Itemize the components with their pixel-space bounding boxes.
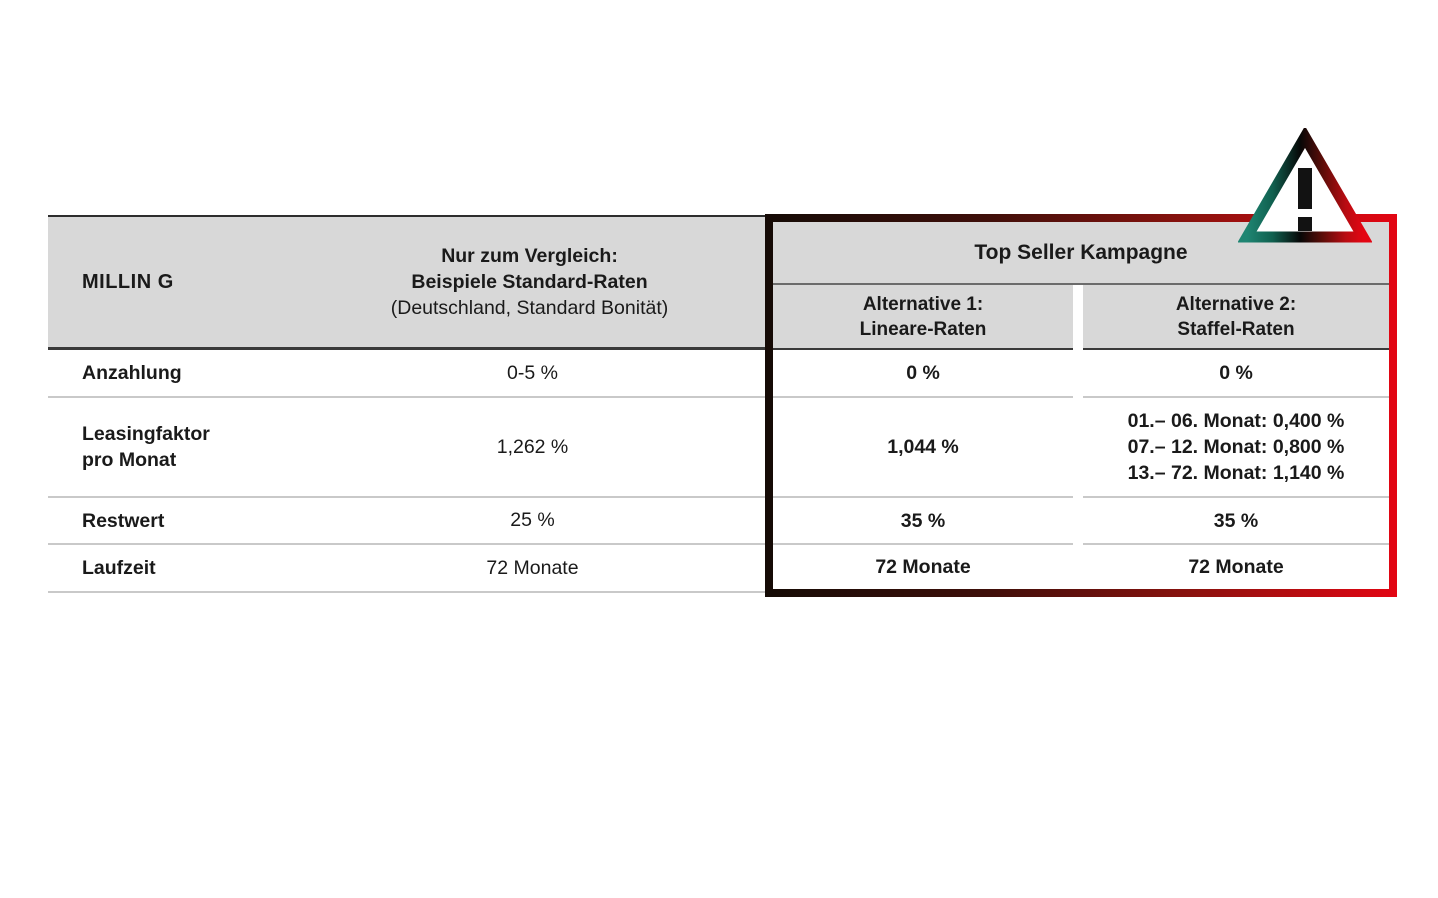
comparison-header-line: Beispiele Standard-Raten — [411, 271, 648, 293]
alt1-value: 0 % — [773, 350, 1073, 398]
top-seller-campaign-panel — [765, 214, 1397, 597]
campaign-title: Top Seller Kampagne — [773, 222, 1389, 285]
comparison-header-line: (Deutschland, Standard Bonität) — [390, 297, 669, 319]
table-row — [48, 398, 765, 498]
table-row — [773, 545, 1389, 589]
alternative-1-header: Alternative 1: Lineare-Raten — [773, 285, 1073, 350]
table-row — [48, 545, 765, 593]
row-label: Laufzeit — [82, 557, 156, 579]
alternative-headers-row — [773, 285, 1389, 350]
warning-triangle-icon — [1238, 128, 1372, 246]
alt2-value: 72 Monate — [1083, 545, 1389, 589]
standard-rates-table — [48, 215, 765, 593]
table-row — [773, 498, 1389, 545]
table-row — [773, 350, 1389, 398]
alt1-value: 1,044 % — [773, 398, 1073, 498]
alt1-value: 35 % — [773, 498, 1073, 545]
alt2-value: 0 % — [1083, 350, 1389, 398]
brand-logo: MILLIN G — [82, 270, 174, 293]
row-label: Anzahlung — [82, 362, 182, 384]
table-row — [773, 398, 1389, 498]
comparison-header — [298, 217, 761, 347]
standard-value: 1,262 % — [496, 435, 569, 458]
exclamation-mark — [1298, 168, 1312, 231]
alt1-value: 72 Monate — [773, 545, 1073, 589]
comparison-header-line: Nur zum Vergleich: — [441, 245, 618, 267]
row-label: Leasingfaktor pro Monat — [82, 423, 210, 471]
standard-value: 25 % — [510, 509, 555, 531]
table-row — [48, 350, 765, 398]
standard-value: 0-5 % — [507, 361, 558, 384]
row-label: Restwert — [82, 509, 165, 532]
standard-value: 72 Monate — [486, 556, 579, 579]
alt2-value: 35 % — [1083, 498, 1389, 545]
alt2-value: 01.– 06. Monat: 0,400 % 07.– 12. Monat: 0,800 % 13.– 72. Monat: 1,140 % — [1083, 398, 1389, 498]
alternative-2-header: Alternative 2: Staffel-Raten — [1083, 285, 1389, 350]
standard-table-header — [48, 215, 765, 350]
table-row — [48, 498, 765, 545]
